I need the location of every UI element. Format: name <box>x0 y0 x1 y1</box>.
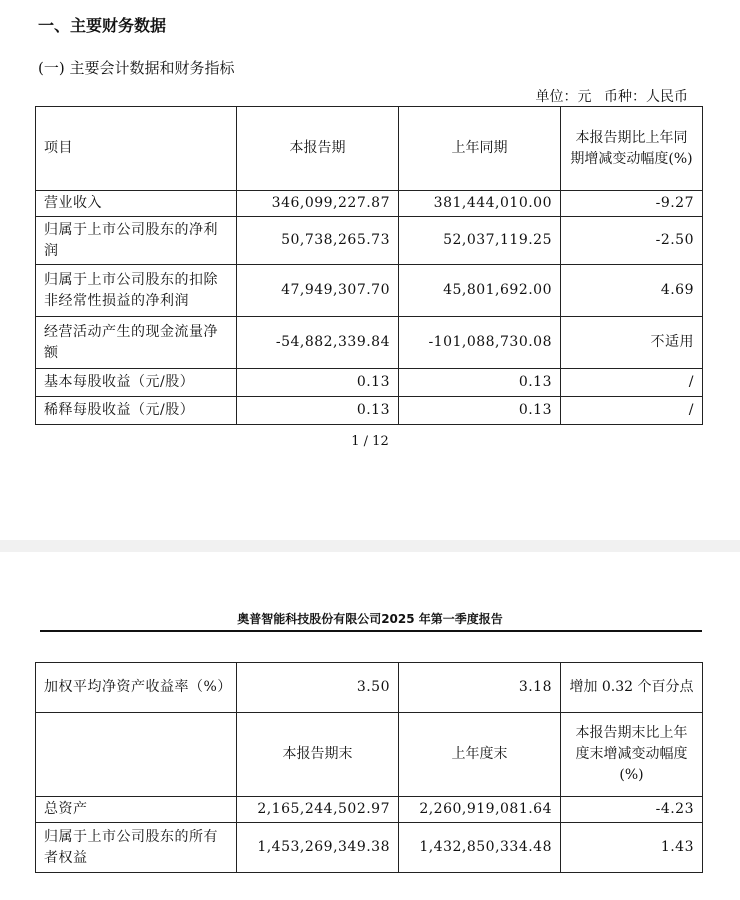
row-prior: 52,037,119.25 <box>399 217 561 265</box>
report-running-header: 奥普智能科技股份有限公司2025 年第一季度报告 <box>237 612 503 626</box>
row-item: 营业收入 <box>36 191 237 217</box>
page-number: 1 / 12 <box>351 434 389 449</box>
table-row <box>36 397 703 425</box>
row-current: 346,099,227.87 <box>237 191 399 217</box>
row-prior: -101,088,730.08 <box>399 317 561 369</box>
table-header-row <box>36 107 703 191</box>
section-title: 一、主要财务数据 <box>38 16 167 35</box>
row-change: 4.69 <box>561 265 703 317</box>
row-change: -4.23 <box>561 797 703 823</box>
row-current: 1,453,269,349.38 <box>237 823 399 873</box>
row-change: 增加 0.32 个百分点 <box>561 663 703 713</box>
row-current: 0.13 <box>237 369 399 397</box>
table-row <box>36 369 703 397</box>
row-item: 加权平均净资产收益率（%） <box>36 663 237 713</box>
row-prior: 2,260,919,081.64 <box>399 797 561 823</box>
table-row <box>36 191 703 217</box>
row-item: 总资产 <box>36 797 237 823</box>
row-item: 归属于上市公司股东的净利润 <box>36 217 237 265</box>
continued-financial-data-table <box>35 662 703 873</box>
header-change-pct: 本报告期比上年同期增减变动幅度(%) <box>561 107 703 191</box>
row-item: 归属于上市公司股东的扣除非经常性损益的净利润 <box>36 265 237 317</box>
row-change: 不适用 <box>561 317 703 369</box>
header-item <box>36 713 237 797</box>
row-change: -9.27 <box>561 191 703 217</box>
table-row <box>36 217 703 265</box>
row-current: 47,949,307.70 <box>237 265 399 317</box>
row-change: -2.50 <box>561 217 703 265</box>
row-current: -54,882,339.84 <box>237 317 399 369</box>
table-row <box>36 317 703 369</box>
row-prior: 0.13 <box>399 369 561 397</box>
row-prior: 0.13 <box>399 397 561 425</box>
header-change-pct: 本报告期末比上年度末增减变动幅度(%) <box>561 713 703 797</box>
row-item: 经营活动产生的现金流量净额 <box>36 317 237 369</box>
header-rule <box>40 630 702 632</box>
header-prior-period: 上年同期 <box>399 107 561 191</box>
header-item: 项目 <box>36 107 237 191</box>
unit-currency-line: 单位：元 币种：人民币 <box>535 89 688 105</box>
row-change: / <box>561 369 703 397</box>
row-prior: 45,801,692.00 <box>399 265 561 317</box>
header-prior-year-end: 上年度末 <box>399 713 561 797</box>
row-prior: 3.18 <box>399 663 561 713</box>
row-item: 稀释每股收益（元/股） <box>36 397 237 425</box>
row-item: 基本每股收益（元/股） <box>36 369 237 397</box>
subsection-title: (一) 主要会计数据和财务指标 <box>38 59 235 77</box>
row-current: 50,738,265.73 <box>237 217 399 265</box>
main-financial-data-table <box>35 106 703 425</box>
table-row <box>36 265 703 317</box>
header-current-period: 本报告期 <box>237 107 399 191</box>
row-current: 3.50 <box>237 663 399 713</box>
row-prior: 1,432,850,334.48 <box>399 823 561 873</box>
row-item: 归属于上市公司股东的所有者权益 <box>36 823 237 873</box>
table-row <box>36 797 703 823</box>
page-separator <box>0 540 740 552</box>
row-current: 0.13 <box>237 397 399 425</box>
row-change: / <box>561 397 703 425</box>
row-current: 2,165,244,502.97 <box>237 797 399 823</box>
header-current-period-end: 本报告期末 <box>237 713 399 797</box>
row-prior: 381,444,010.00 <box>399 191 561 217</box>
report-page-2 <box>0 552 740 900</box>
table-row <box>36 663 703 713</box>
table-row <box>36 823 703 873</box>
table-header-row <box>36 713 703 797</box>
row-change: 1.43 <box>561 823 703 873</box>
